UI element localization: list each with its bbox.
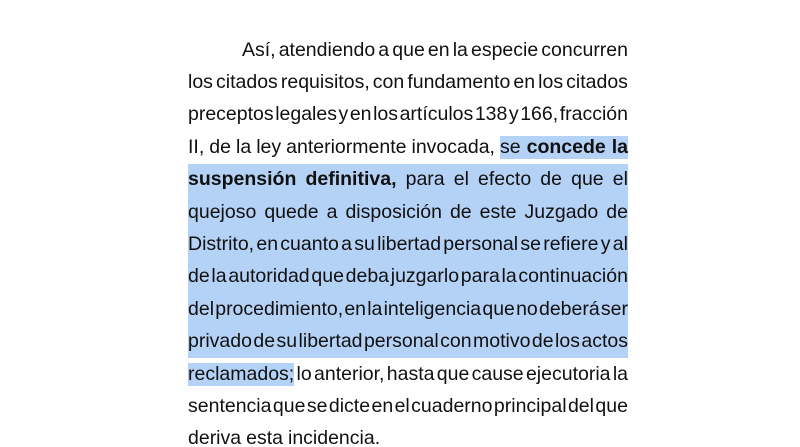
word: de: [540, 168, 562, 191]
word: la: [211, 265, 227, 288]
word: legales: [275, 103, 337, 126]
word: este: [479, 200, 517, 223]
word: la: [367, 297, 383, 320]
word: el: [453, 168, 469, 191]
word: sentencia: [188, 394, 272, 417]
bold-word: definitiva,: [305, 168, 397, 191]
text-line-2: [188, 66, 628, 98]
word: no: [516, 297, 538, 320]
word: del: [188, 297, 215, 320]
word: deberá: [538, 297, 600, 320]
word: preceptos: [188, 103, 274, 126]
resolution-paragraph: [188, 34, 628, 447]
word: personal: [363, 330, 439, 353]
word: los: [373, 103, 399, 126]
word: ser: [600, 297, 628, 320]
word: que: [436, 362, 470, 385]
word: ejecutoria: [525, 362, 611, 385]
word: refiere: [543, 233, 599, 256]
word: su: [276, 330, 298, 353]
word: en: [427, 38, 450, 61]
word: los: [538, 71, 564, 94]
word: deba: [345, 265, 390, 288]
word: continuación: [518, 265, 628, 288]
word: principal: [493, 394, 567, 417]
word: de: [253, 330, 276, 353]
text-line-9: [188, 293, 628, 325]
word: en: [371, 394, 394, 417]
word: II,: [188, 135, 205, 158]
word: los: [555, 330, 580, 353]
word: en: [513, 71, 536, 94]
word: incidencia.: [287, 427, 381, 447]
text-line-3: [188, 99, 628, 131]
word: y: [600, 233, 611, 256]
text-line-8: [188, 261, 628, 293]
word: el: [612, 168, 628, 191]
word: actos: [581, 330, 628, 353]
word: los: [188, 71, 213, 94]
word: que: [272, 394, 306, 417]
word: para: [405, 168, 445, 191]
word: de: [531, 330, 554, 353]
word: artículos: [399, 103, 474, 126]
text-line-4: [188, 131, 628, 163]
word: en: [256, 233, 279, 256]
word: cuaderno: [411, 394, 493, 417]
word: motivo: [473, 330, 531, 353]
word: privado: [188, 330, 252, 353]
word: invocada,: [411, 135, 495, 158]
word: en: [344, 297, 367, 320]
word: fundamento: [407, 71, 511, 94]
highlighted-selection: reclamados;: [188, 362, 295, 385]
word: que: [392, 38, 425, 61]
word: disposición: [345, 200, 442, 223]
word: con: [372, 71, 405, 94]
word: libertad: [377, 233, 442, 256]
word: lo: [296, 362, 312, 385]
word: cuanto: [280, 233, 339, 256]
word: anteriormente: [286, 135, 407, 158]
word: en: [349, 103, 372, 126]
word: autoridad: [228, 265, 310, 288]
word: 166,: [520, 103, 559, 126]
word: la: [452, 38, 468, 61]
word: su: [354, 233, 375, 256]
word: que: [595, 394, 628, 417]
word: anterior,: [314, 362, 385, 385]
word: juzgarlo: [390, 265, 460, 288]
word: a: [378, 38, 390, 61]
word: hasta: [386, 362, 435, 385]
bold-word: concede: [526, 135, 606, 158]
word: personal: [443, 233, 519, 256]
word: a: [326, 200, 338, 223]
word: esta: [246, 427, 283, 447]
bold-word: suspensión: [188, 168, 297, 191]
word: especie: [470, 38, 539, 61]
word: dicte: [328, 394, 371, 417]
word: y: [508, 103, 519, 126]
text-line-7: [188, 228, 628, 260]
word: quede: [264, 200, 319, 223]
word: requisitos,: [280, 71, 370, 94]
word: que: [571, 168, 604, 191]
highlighted-selection: [500, 136, 628, 159]
word: Así,: [242, 38, 276, 61]
word: Distrito,: [188, 233, 255, 256]
word: se: [520, 233, 541, 256]
word: de: [449, 200, 472, 223]
word: procedimiento,: [215, 297, 344, 320]
word: libertad: [298, 330, 363, 353]
word: de: [606, 200, 628, 223]
word: de: [188, 265, 210, 288]
word: concurren: [541, 38, 628, 61]
word: deriva: [188, 427, 242, 447]
word: el: [394, 394, 410, 417]
word: del: [567, 394, 594, 417]
word: y: [338, 103, 349, 126]
word: citados: [216, 71, 278, 94]
word: inteligencia: [383, 297, 482, 320]
text-line-5: [188, 164, 628, 196]
word: atendiendo: [278, 38, 376, 61]
word: la: [236, 135, 252, 158]
word: fracción: [559, 103, 628, 126]
word: citados: [566, 71, 628, 94]
text-line-1: [188, 34, 628, 66]
word: que: [311, 265, 344, 288]
word: Juzgado: [524, 200, 599, 223]
word: quejoso: [188, 200, 257, 223]
word: al: [612, 233, 628, 256]
bold-word: la: [611, 135, 628, 158]
word: la: [612, 362, 628, 385]
word: para: [460, 265, 500, 288]
word: con: [440, 330, 472, 353]
text-line-12: [188, 390, 628, 422]
word: que: [482, 297, 515, 320]
word: a: [341, 233, 352, 256]
word: se: [306, 394, 328, 417]
word: ley: [256, 135, 282, 158]
word: 138: [474, 103, 508, 126]
text-line-13: [188, 423, 628, 447]
text-line-11: [188, 358, 628, 390]
word: cause: [471, 362, 524, 385]
text-line-10: [188, 326, 628, 358]
word: efecto: [478, 168, 532, 191]
word: se: [500, 135, 521, 158]
word: de: [209, 135, 231, 158]
text-line-6: [188, 196, 628, 228]
word: la: [501, 265, 517, 288]
